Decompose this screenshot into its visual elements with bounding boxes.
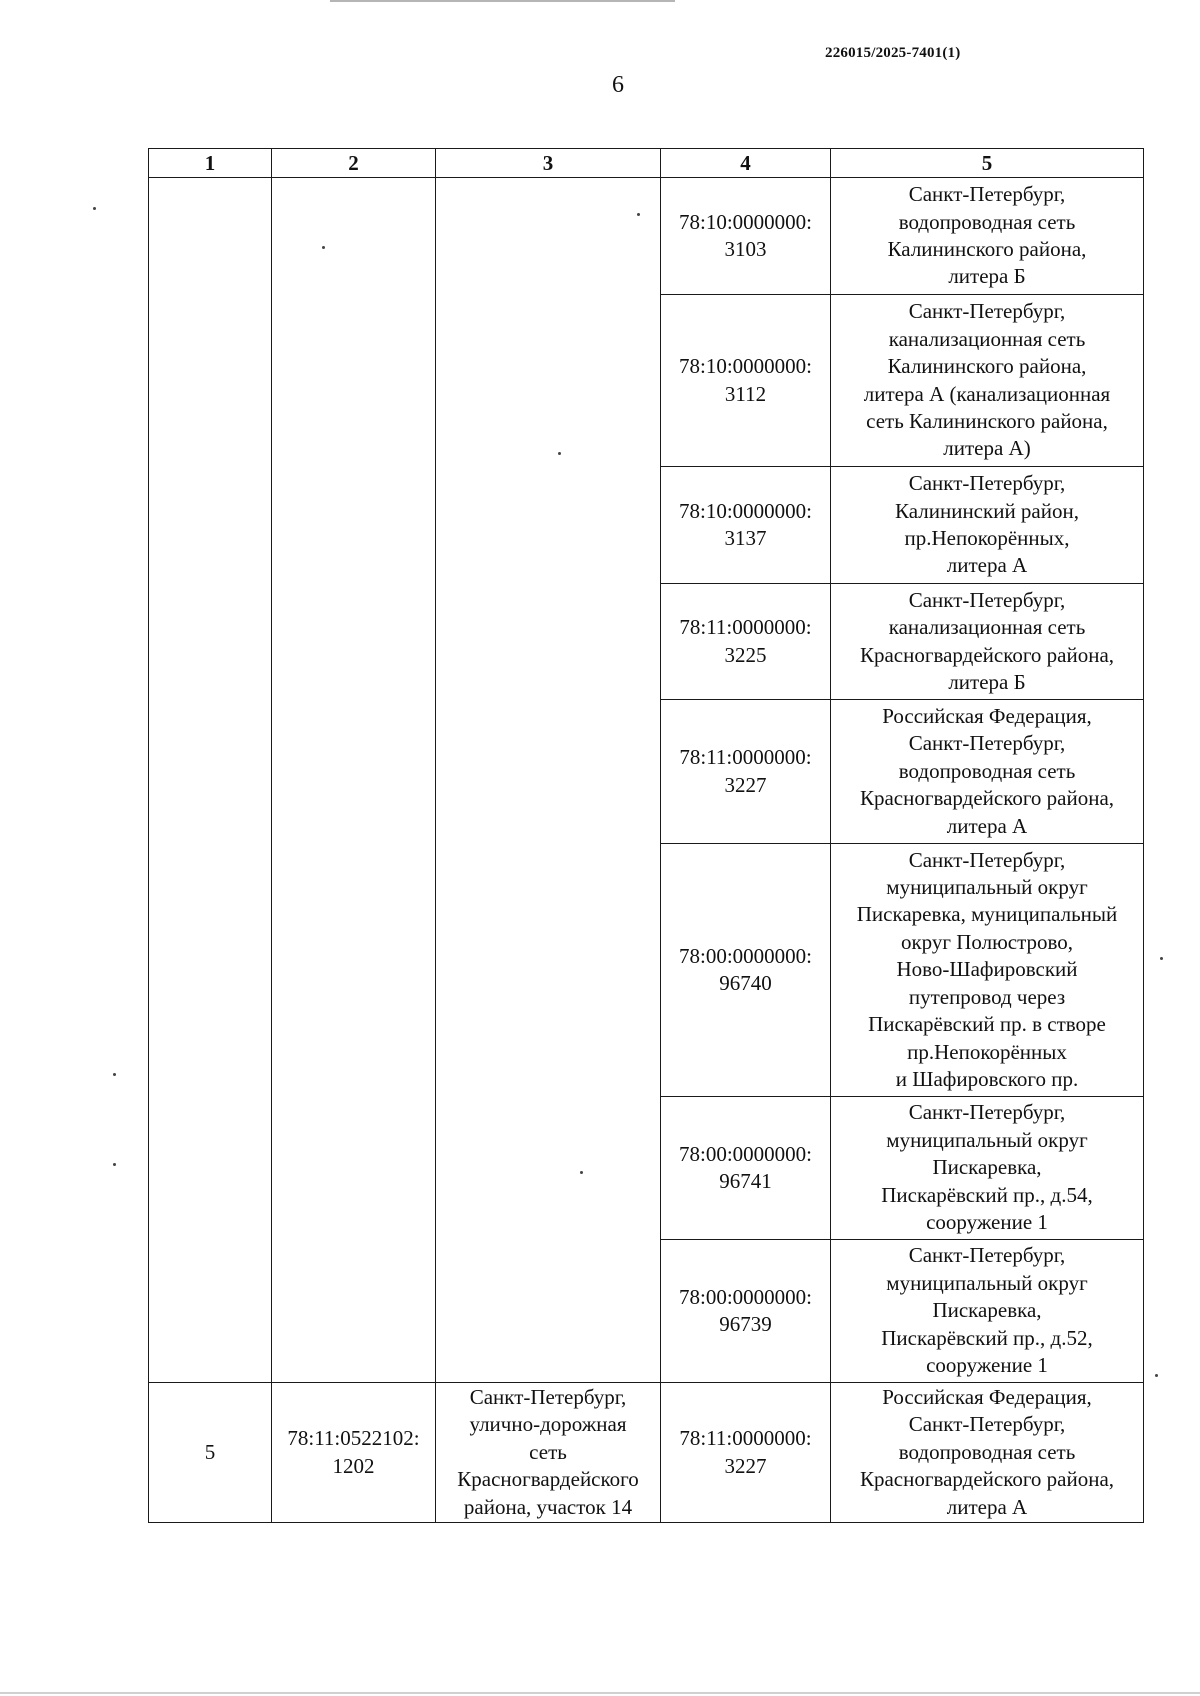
merged-empty-cell-col3 [436,178,661,1383]
address-cell-line: пр.Непокорённых, [904,526,1070,550]
cadastral-number-cell-line: 96741 [719,1169,772,1193]
address-cell-line: Пискарёвский пр. в створе [868,1012,1106,1037]
parcel-name-cell-line: района, участок 14 [463,1494,633,1519]
address-cell-line: Санкт-Петербург, [908,299,1066,324]
address-cell-line: Пискаревка, муниципальный [856,902,1118,927]
merged-empty-cell-col2 [272,178,436,1383]
address-cell-line: Российская Федерация, [882,703,1092,728]
address-cell-line: путепровод через [908,984,1066,1009]
cadastral-number-cell-line: 78:00:0000000: [678,1141,812,1166]
address-cell-line: Санкт-Петербург, [908,182,1066,207]
table-row [149,1383,1144,1523]
scan-speck [580,1171,583,1174]
cadastral-number-cell-line: 78:00:0000000: [678,1284,812,1309]
address-cell-line: литера Б [948,264,1026,289]
address-cell-line: Красногвардейского района, [859,642,1115,667]
address-cell-line: литера А) [943,436,1031,461]
address-cell-line: литера А [946,813,1028,838]
column-header-5: 5 [831,149,1144,178]
address-cell-line: Санкт-Петербург, [908,847,1066,872]
cadastral-number-cell-line: 78:10:0000000: [678,498,812,523]
address-cell [831,1240,1144,1383]
address-cell-line: Санкт-Петербург, [908,1100,1066,1125]
address-cell-line: округ Полюстрово, [900,929,1074,954]
address-cell-line: Красногвардейского района, [859,786,1115,811]
address-cell-line: литера А [946,553,1028,578]
address-cell-line: Санкт-Петербург, [908,587,1066,612]
parcel-name-cell-line: Красногвардейского [457,1467,639,1492]
scan-speck [1160,957,1163,960]
parcel-number-cell [272,1383,436,1523]
cadastral-number-cell-line: 78:10:0000000: [678,354,812,379]
address-cell [831,700,1144,844]
cadastral-number-cell [661,1240,831,1383]
address-cell [831,584,1144,700]
table-body [149,178,1144,1523]
address-cell-line: муниципальный округ [886,1127,1088,1152]
address-cell-line: литера Б [948,669,1026,694]
parcel-name-cell-line: улично-дорожная [469,1412,627,1437]
address-cell-line: Российская Федерация, [882,1384,1092,1409]
registry-table [148,148,1144,1523]
address-cell [831,178,1144,295]
address-cell-line: водопроводная сеть [898,758,1076,783]
cadastral-number-cell-line: 78:11:0000000: [679,745,812,770]
cadastral-number-cell [661,178,831,295]
cadastral-number-cell [661,1383,831,1523]
address-cell-line: Санкт-Петербург, [908,1412,1066,1437]
address-cell [831,1097,1144,1240]
scan-speck [322,246,325,249]
parcel-number-cell-line: 1202 [332,1453,375,1478]
address-cell-line: Пискарёвский пр., д.54, [881,1182,1093,1207]
cadastral-number-cell-line: 3225 [724,642,767,667]
address-cell-line: Пискарёвский пр., д.52, [881,1325,1093,1350]
column-header-1: 1 [149,149,272,178]
cadastral-number-cell [661,700,831,844]
cadastral-number-cell [661,1097,831,1240]
address-cell-line: литера А [946,1494,1028,1519]
address-cell-line: пр.Непокорённых [907,1039,1067,1064]
address-cell-line: Санкт-Петербург, [908,1243,1066,1268]
column-header-4: 4 [661,149,831,178]
cadastral-number-cell-line: 78:11:0000000: [679,615,812,640]
parcel-number-cell-line: 78:11:0522102: [287,1426,420,1451]
cadastral-number-cell [661,844,831,1097]
cadastral-number-cell-line: 78:00:0000000: [678,943,812,968]
column-header-2: 2 [272,149,436,178]
address-cell-line: Санкт-Петербург, [908,731,1066,756]
table-row [149,178,1144,295]
address-cell-line: Пискаревка, [932,1155,1042,1180]
address-cell-line: Красногвардейского района, [859,1467,1115,1492]
address-cell [831,1383,1144,1523]
scan-speck [93,207,96,210]
scan-speck [558,452,561,455]
address-cell-line: муниципальный округ [886,1270,1088,1295]
page-number: 6 [612,72,624,98]
cadastral-number-cell-line: 3103 [724,237,767,261]
cadastral-number-cell-line: 3112 [724,381,767,406]
cadastral-number-cell-line: 3227 [724,1453,767,1478]
parcel-name-cell-line: Санкт-Петербург, [469,1384,627,1409]
address-cell-line: муниципальный округ [886,875,1088,900]
cadastral-number-cell-line: 3227 [724,772,767,797]
address-cell [831,844,1144,1097]
scan-speck [113,1163,116,1166]
cadastral-number-cell-line: 78:11:0000000: [679,1426,812,1451]
address-cell-line: литера А (канализационная [863,381,1111,406]
cadastral-number-cell [661,467,831,584]
address-cell-line: сооружение 1 [926,1210,1048,1235]
address-cell-line: и Шафировского пр. [895,1066,1079,1091]
address-cell-line: водопроводная сеть [898,209,1076,234]
column-header-3: 3 [436,149,661,178]
cadastral-number-cell [661,295,831,467]
cadastral-number-cell-line: 96739 [719,1312,772,1336]
address-cell-line: Санкт-Петербург, [908,471,1066,496]
row-number-cell: 5 [149,1383,272,1523]
cadastral-number-cell [661,584,831,700]
document-number: 226015/2025-7401(1) [825,45,961,61]
address-cell-line: Калининский район, [895,498,1079,523]
scan-artifact-line [330,0,675,2]
address-cell [831,467,1144,584]
address-cell-line: Пискаревка, [932,1298,1042,1323]
scan-speck [113,1073,116,1076]
address-cell-line: Калининского района, [887,354,1087,379]
address-cell-line: сеть Калининского района, [866,408,1108,433]
scan-artifact-bottom-line [0,1692,1200,1694]
cadastral-number-cell-line: 96740 [719,971,772,995]
parcel-name-cell [436,1383,661,1523]
address-cell-line: сооружение 1 [926,1353,1048,1378]
scan-speck [637,213,640,216]
address-cell-line: Ново-Шафировский [896,957,1078,982]
address-cell [831,295,1144,467]
parcel-name-cell-line: сеть [529,1439,567,1464]
table-header-row [149,149,1144,178]
address-cell-line: канализационная сеть [888,615,1086,640]
scan-speck [1155,1374,1158,1377]
cadastral-number-cell-line: 3137 [724,526,767,550]
merged-empty-cell-col1 [149,178,272,1383]
address-cell-line: канализационная сеть [888,326,1086,351]
address-cell-line: водопроводная сеть [898,1439,1076,1464]
cadastral-number-cell-line: 78:10:0000000: [678,209,812,234]
address-cell-line: Калининского района, [887,237,1087,261]
